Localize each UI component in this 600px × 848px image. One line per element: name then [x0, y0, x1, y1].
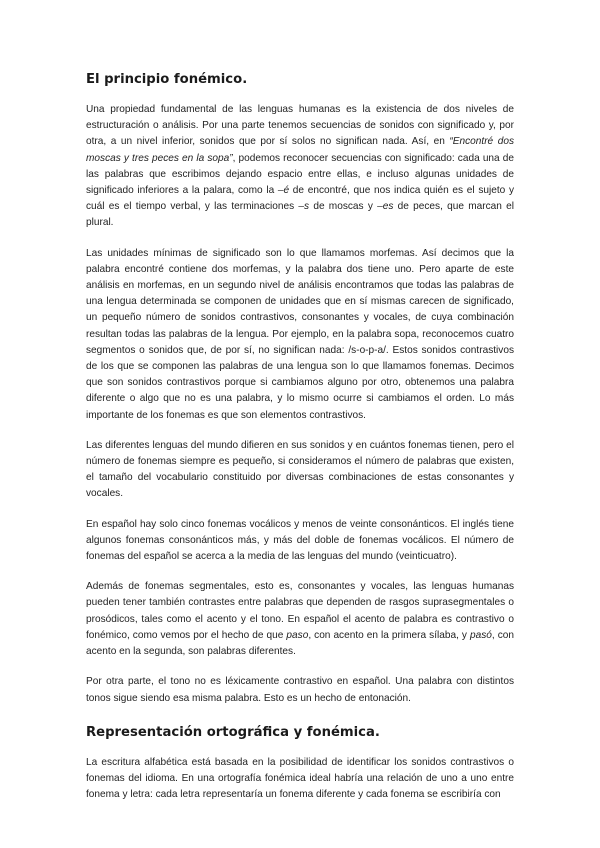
text-run: En español hay solo cinco fonemas vocálicos y menos de veinte consonánticos. El inglés tiene algunos fonemas consonánticos más, y más del doble de fonemas vocálicos. El número de fonemas del español se acerca a la media de las lenguas del mundo (veinticuatro). [86, 518, 514, 563]
text-run: de peces, que marcan el plural. [86, 201, 514, 229]
paragraph [86, 438, 514, 503]
italic-word: paso [286, 629, 309, 641]
section-heading-representacion: Representación ortográfica y fonémica. [86, 724, 380, 740]
text-run: , con acento en la primera sílaba, y [308, 629, 471, 641]
text-run: Además de fonemas segmentales, esto es, consonantes y vocales, las lenguas humanas pueden tener también contrastes entre palabras que dependen de rasgos suprasegmentales o prosódicos, tales como el acento y el tono. En español el acento de palabra es contrastivo o fonémico, como vemos por el hecho de que [86, 581, 514, 641]
italic-suffix: –s [298, 201, 310, 213]
paragraph [86, 755, 514, 804]
text-run: , podemos reconocer secuencias con significado: cada una de las palabras que escribimos dejando espacio entre ellas, e incluso algunas unidades de significado inferiores a la palara, como la [86, 152, 514, 197]
italic-word: pasó [470, 629, 492, 641]
paragraph [86, 102, 514, 232]
paragraph [86, 517, 514, 566]
italic-example: “Encontré dos moscas y tres peces en la sopa” [86, 136, 514, 164]
text-run: Las unidades mínimas de significado son lo que llamamos morfemas. Así decimos que la palabra encontré contiene dos morfemas, y la palabra dos tiene uno. Pero aparte de este análisis en morfemas, en un segundo nivel de análisis encontramos que todas las palabras de una lengua determinada se componen de unidades que en sí mismas carecen de significado, un pequeño número de sonidos contrastivos, consonantes y vocales, de cuya combinación resultan todas las palabras de la lengua. Por ejemplo, en la palabra sopa, reconocemos cuatro segmentos o sonidos que, de por sí, no significan nada: /s-o-p-a/. Estos sonidos contrastivos de los que se componen las palabras de una lengua son lo que llamamos fonemas. Decimos que son sonidos contrastivos porque si cambiamos alguno por otro, obtenemos una palabra diferente o algo que no es una palabra, y lo mismo ocurre si cambiamos el orden. Lo más importante de los fonemas es que son elementos contrastivos. [86, 247, 514, 421]
text-run: Por otra parte, el tono no es léxicamente contrastivo en español. Una palabra con distintos tonos sigue siendo esa misma palabra. Esto es un hecho de entonación. [86, 676, 514, 704]
text-run: Una propiedad fundamental de las lenguas humanas es la existencia de dos niveles de estructuración o análisis. Por una parte tenemos secuencias de sonidos con significado y, por otra, a un nivel inferior, sonidos que por sí solos no significan nada. Así, en [86, 104, 514, 148]
italic-suffix: –é [277, 185, 290, 197]
text-run: La escritura alfabética está basada en la posibilidad de identificar los sonidos contrastivos o fonemas del idioma. En una ortografía fonémica ideal habría una relación de uno a uno entre fonema y letra: cada letra representaría un fonema diferente y cada fonema se escribiría con [86, 756, 514, 801]
paragraph [86, 246, 514, 424]
italic-suffix: –es [377, 201, 394, 213]
paragraph [86, 674, 514, 706]
text-run: de encontré, que nos indica quién es el sujeto y cuál es el tiempo verbal, y las terminaciones [86, 185, 514, 213]
text-run: Las diferentes lenguas del mundo difieren en sus sonidos y en cuántos fonemas tienen, pero el número de fonemas siempre es pequeño, si consideramos el número de palabras que existen, el tamaño del vocabulario constituido por diversas combinaciones de estas consonantes y vocales. [86, 439, 514, 500]
text-run: de moscas y [309, 201, 378, 213]
text-run: , con acento en la segunda, son palabras diferentes. [86, 629, 515, 658]
section-heading-principio-fonemico: El principio fonémico. [86, 72, 248, 87]
paragraph [86, 579, 514, 660]
